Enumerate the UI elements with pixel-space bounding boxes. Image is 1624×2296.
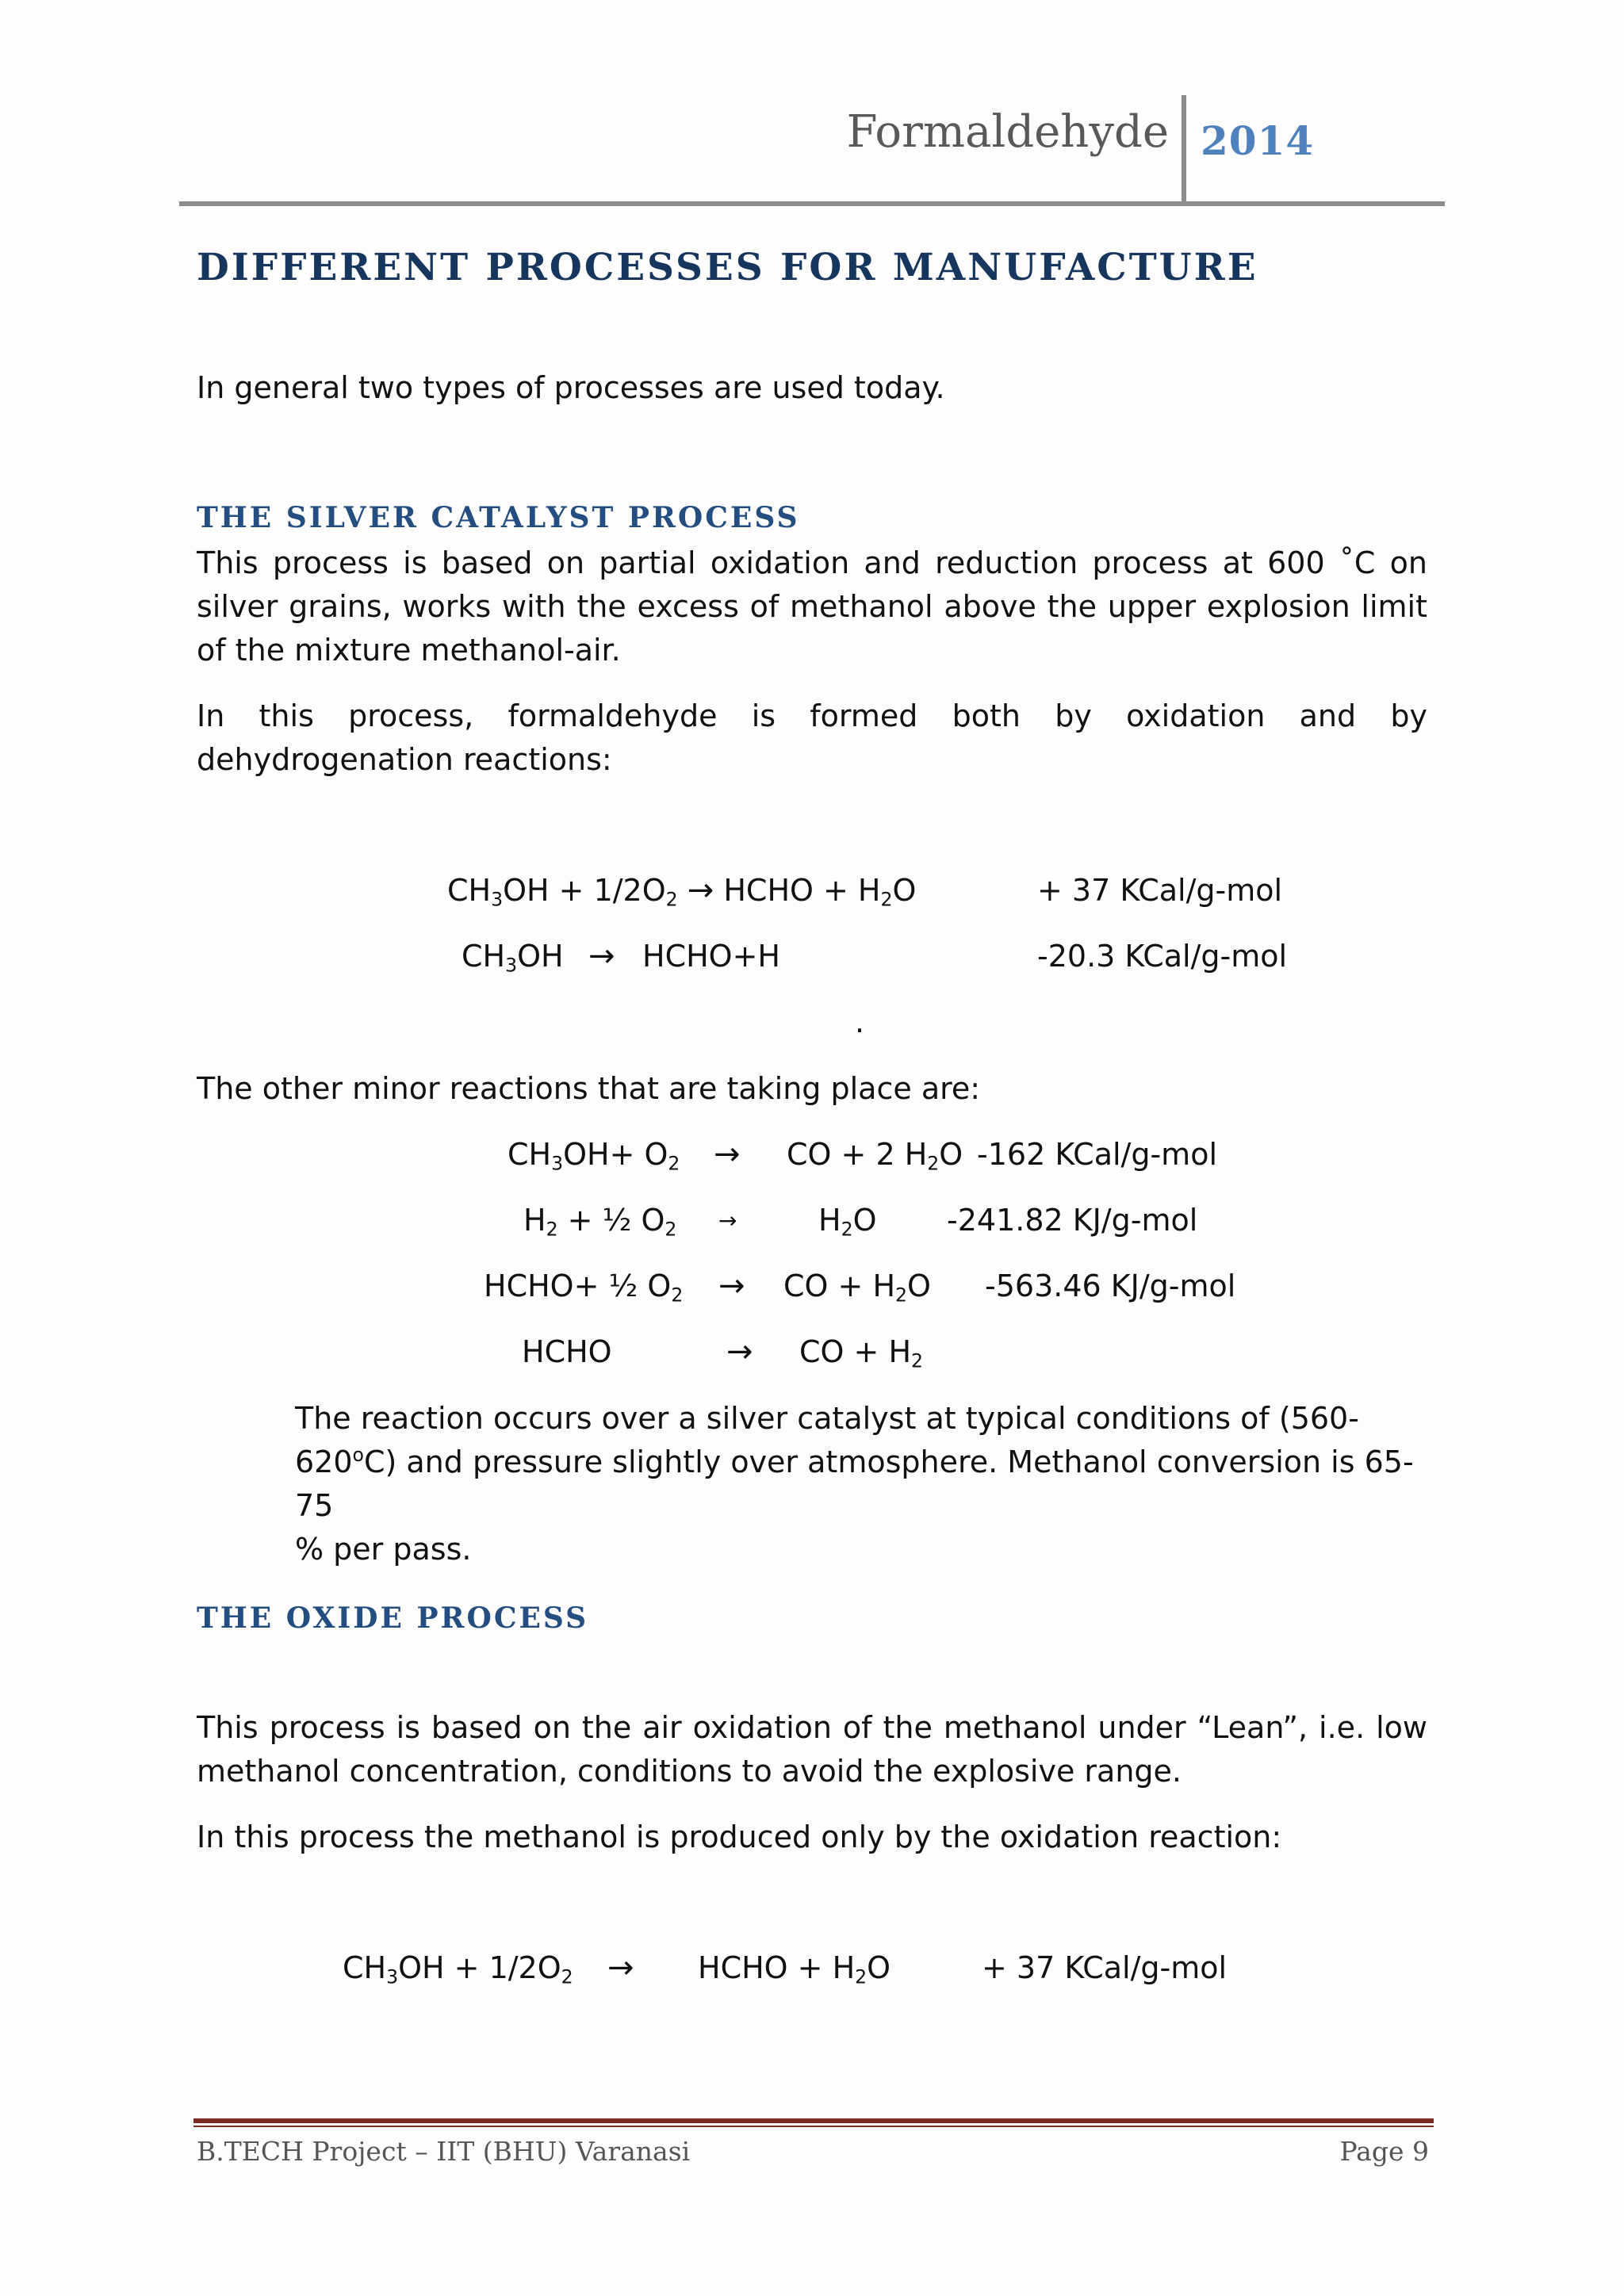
minor-reaction-3-lhs: HCHO+ ½ $O_2$ <box>484 1269 684 1307</box>
footer-page-number: Page 9 <box>1339 2136 1429 2167</box>
arrow-icon: → <box>687 872 714 909</box>
minor-reaction-2-rhs: $H_2O$ <box>818 1203 877 1241</box>
reaction-dehydrogenation-energy: -20.3 KCal/g-mol <box>1037 939 1288 974</box>
arrow-icon: → <box>607 1950 634 1986</box>
minor-reaction-2-lhs: $H_2$ + ½ $O_2$ <box>523 1203 677 1241</box>
header-divider <box>1182 95 1186 206</box>
footer-project: B.TECH Project – IIT (BHU) Varanasi <box>197 2136 691 2167</box>
reaction-oxidation: $CH_3OH + 1/2O_2$ → HCHO + $H_2O$ <box>447 872 917 911</box>
oxide-reaction-energy: + 37 KCal/g-mol <box>982 1950 1228 1985</box>
intro-text: In general two types of processes are used today. <box>197 370 945 405</box>
oxide-reaction-rhs: HCHO + $H_2O$ <box>698 1950 891 1988</box>
oxide-paragraph-2: In this process the methanol is produced only by the oxidation reaction: <box>197 1820 1282 1854</box>
header-year: 2014 <box>1201 117 1315 164</box>
minor-reactions-intro: The other minor reactions that are taking place are: <box>197 1071 981 1106</box>
header-title: Formaldehyde <box>846 106 1169 158</box>
reaction-dehydrogenation-rhs: HCHO+H <box>642 939 781 974</box>
minor-reaction-1-lhs: $CH_3OH+ O_2$ <box>508 1137 680 1175</box>
reaction-dehydrogenation-lhs: $CH_3OH$ <box>462 939 564 977</box>
minor-reaction-3-energy: -563.46 KJ/g-mol <box>985 1269 1236 1303</box>
silver-paragraph-1: This process is based on partial oxidation and reduction process at 600 ˚C on silver grains, works with the excess of methanol above the upper explosion limit of the mixture methanol-air. <box>197 545 1427 668</box>
arrow-icon: → <box>718 1268 745 1304</box>
header-rule <box>179 201 1445 206</box>
reaction-oxidation-energy: + 37 KCal/g-mol <box>1037 873 1283 908</box>
stray-dot: . <box>855 1004 865 1039</box>
oxide-reaction-lhs: $CH_3OH + 1/2O_2$ <box>343 1950 573 1988</box>
arrow-icon: → <box>726 1334 753 1370</box>
footer-rule-thin <box>193 2126 1434 2127</box>
minor-reaction-4-lhs: HCHO <box>522 1334 612 1369</box>
arrow-icon: → <box>714 1136 741 1173</box>
minor-reaction-3-rhs: CO + $H_2O$ <box>783 1269 931 1307</box>
section-heading-silver: THE SILVER CATALYST PROCESS <box>197 501 800 534</box>
silver-paragraph-2: In this process, formaldehyde is formed both by oxidation and by dehydrogenation reactions: <box>197 698 1427 777</box>
page-title: DIFFERENT PROCESSES FOR MANUFACTURE <box>197 246 1258 289</box>
oxide-paragraph-1: This process is based on the air oxidation of the methanol under “Lean”, i.e. low methanol concentration, conditions to avoid the explosive range. <box>197 1710 1427 1789</box>
minor-reaction-4-rhs: CO + $H_2$ <box>799 1334 923 1372</box>
footer-rule <box>193 2118 1434 2123</box>
section-heading-oxide: THE OXIDE PROCESS <box>197 1601 589 1635</box>
minor-reaction-2-energy: -241.82 KJ/g-mol <box>947 1203 1198 1238</box>
minor-reaction-1-energy: -162 KCal/g-mol <box>977 1137 1217 1172</box>
silver-conditions: The reaction occurs over a silver catalyst at typical conditions of (560- 620$^o$C) and pressure slightly over atmosphere. Methanol conversion is 65- 75 % per pass. <box>295 1401 1414 1567</box>
minor-reaction-1-rhs: CO + 2 $H_2O$ <box>787 1137 963 1175</box>
arrow-icon: → <box>718 1207 737 1234</box>
arrow-icon: → <box>588 938 615 974</box>
